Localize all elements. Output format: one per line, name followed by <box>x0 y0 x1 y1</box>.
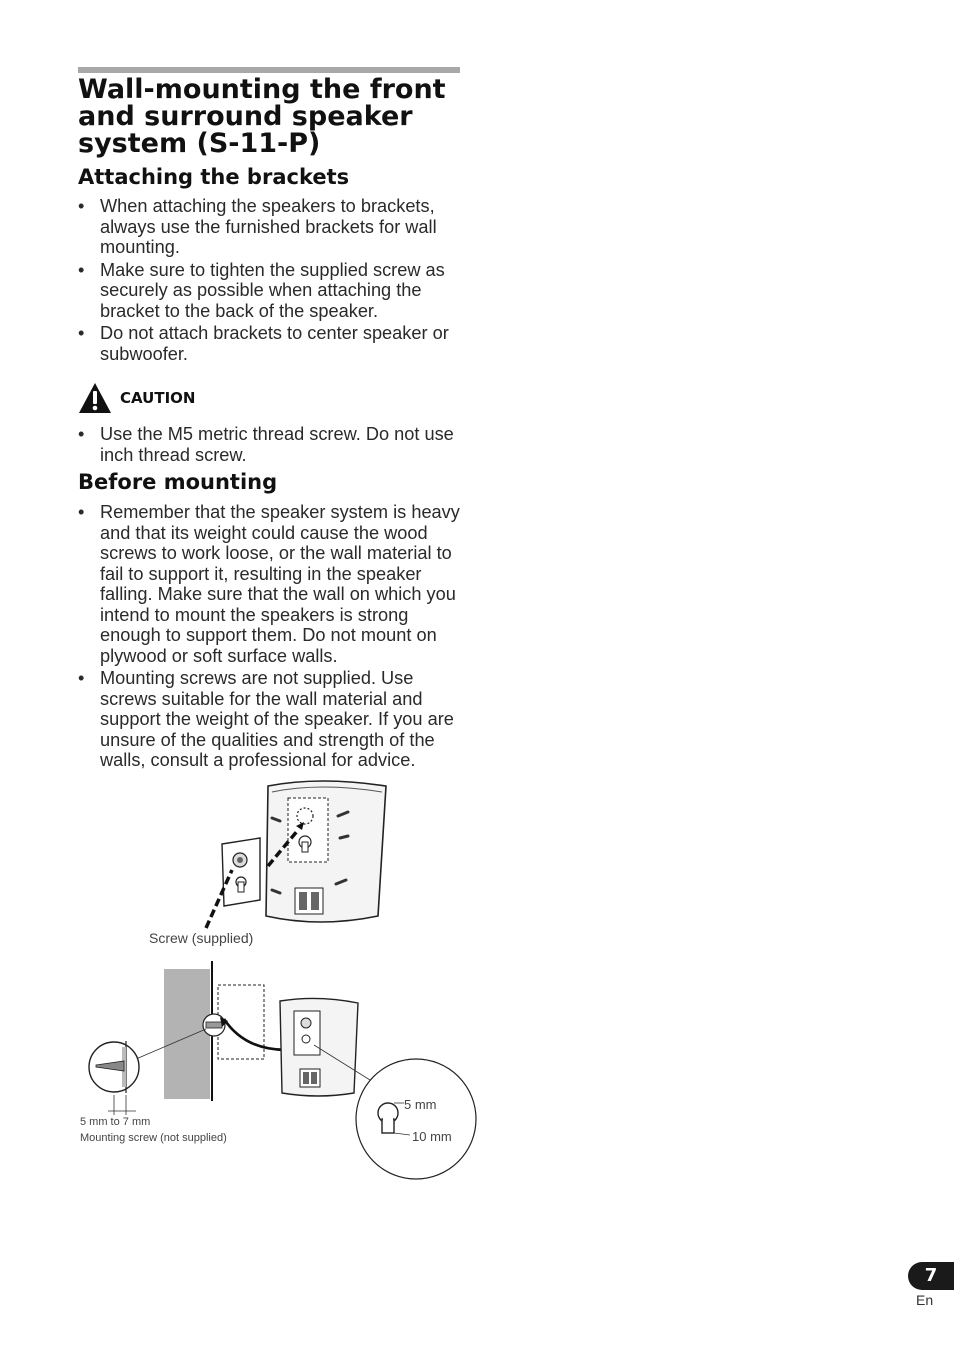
list-item: • Use the M5 metric thread screw. Do not use inch thread screw. <box>78 424 454 465</box>
dim-10mm-label: 10 mm <box>412 1129 452 1144</box>
list-item: • Remember that the speaker system is heavy and that its weight could cause the wood screws to work loose, or the wall material to fail to support it, resulting in the speaker falling. Make sure that the wall on which you intend to mount the speakers is strong enough to support them. Do not mount on plywood or soft surface walls. <box>78 502 460 666</box>
list-item: • Do not attach brackets to center speaker or subwoofer. <box>78 323 449 364</box>
list-item: • Mounting screws are not supplied. Use screws suitable for the wall material and support the weight of the speaker. If you are unsure of the qualities and strength of the walls, consult a professional for advice. <box>78 668 454 770</box>
caution-header <box>78 381 195 415</box>
attaching-list <box>78 196 462 366</box>
language-label: En <box>916 1292 934 1308</box>
list-item: • When attaching the speakers to brackets, always use the furnished brackets for wall mounting. <box>78 196 437 257</box>
screw-supplied-label: Screw (supplied) <box>149 930 254 946</box>
before-list <box>78 502 462 773</box>
section-rule <box>78 67 460 73</box>
warning-triangle-icon <box>78 382 112 414</box>
section-title: Wall-mounting the front and surround speaker system (S-11-P) <box>78 74 446 159</box>
before-heading: Before mounting <box>78 470 278 494</box>
bracket-illustration <box>200 778 400 938</box>
dim-5mm-label: 5 mm <box>404 1097 437 1112</box>
attaching-heading: Attaching the brackets <box>78 165 350 189</box>
page-number: 7 <box>908 1262 954 1290</box>
caution-list <box>78 424 462 467</box>
list-item: • Make sure to tighten the supplied screw as securely as possible when attaching the bracket to the back of the speaker. <box>78 259 445 321</box>
caution-label: CAUTION <box>120 389 196 407</box>
mounting-screw-label: Mounting screw (not supplied) <box>80 1132 227 1144</box>
wall-mount-illustration <box>78 955 488 1195</box>
screw-depth-label: 5 mm to 7 mm <box>80 1116 151 1128</box>
